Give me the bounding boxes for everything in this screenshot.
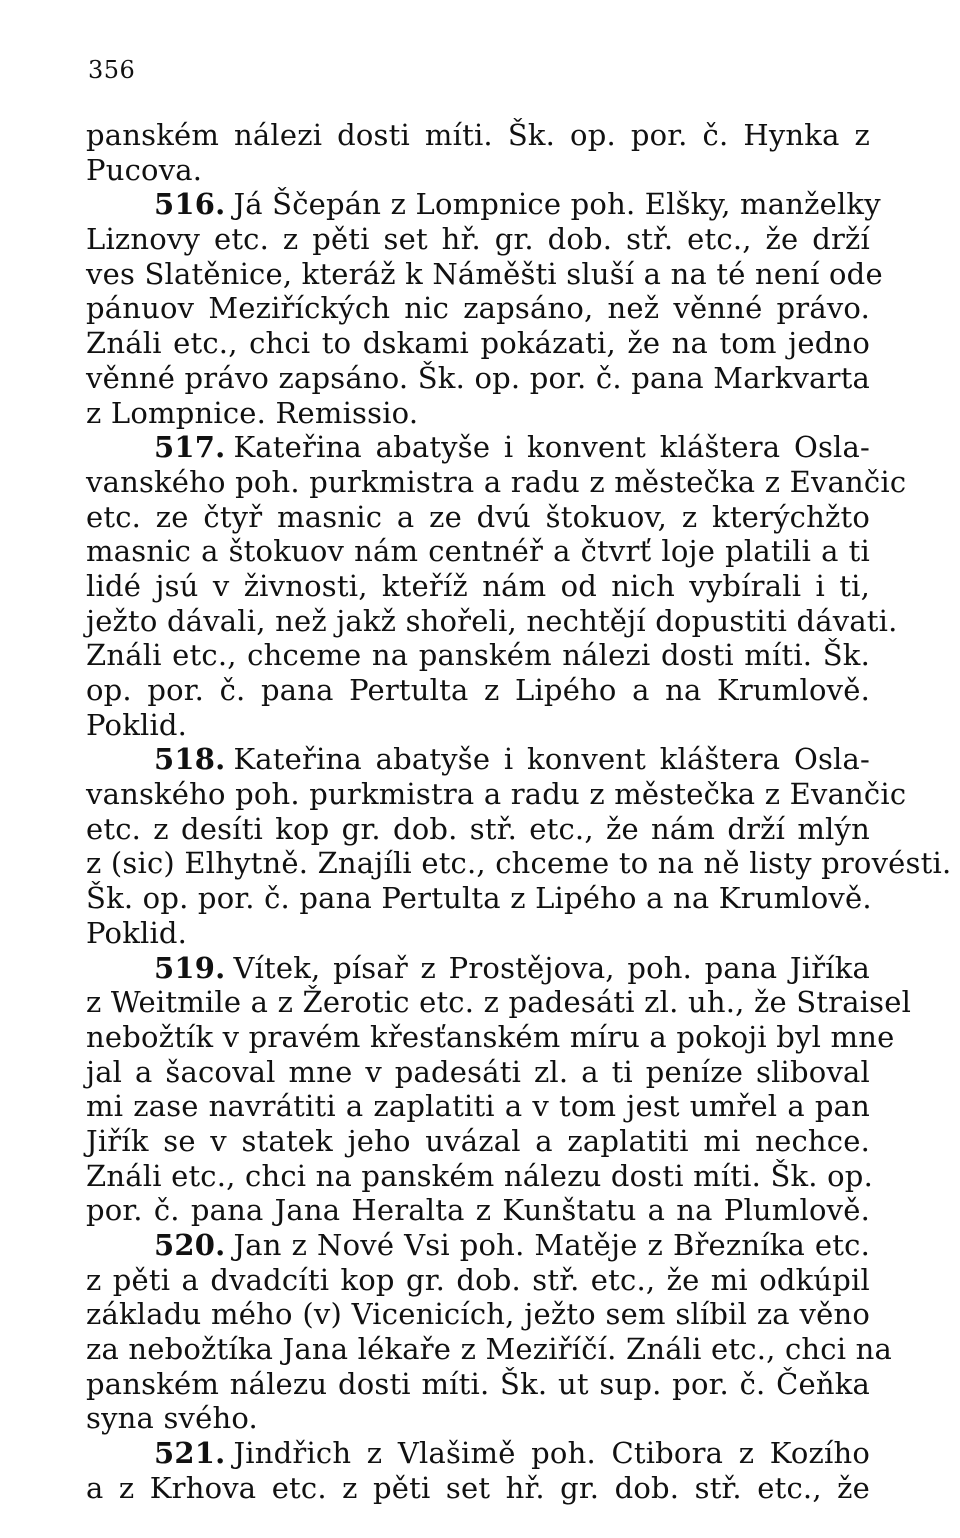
text-line [86, 1471, 870, 1506]
line-text: Ználi etc., chci na panském nálezu dosti míti. Šk. op. [86, 1158, 873, 1193]
text-line [86, 1263, 870, 1298]
line-text: Šk. op. por. č. pana Pertulta z Lipého a na Krumlově. [86, 881, 872, 916]
line-text: mi zase navrátiti a zaplatiti a v tom jest umřel a pan [86, 1089, 870, 1124]
line-text: panském nálezi dosti míti. Šk. op. por. č. Hynka z [86, 118, 870, 152]
entry-start-line [86, 187, 881, 222]
entry-number: 518. [154, 742, 226, 777]
line-text: pánuov Meziříckých nic zapsáno, než věnné právo. [86, 291, 870, 326]
text-line [86, 569, 870, 604]
text-line [86, 846, 952, 881]
line-text: Ználi etc., chci to dskami pokázati, že na tom jedno [86, 326, 870, 361]
text-line [86, 777, 907, 812]
text-line [86, 708, 870, 743]
line-text: por. č. pana Jana Heralta z Kunštatu a na Plumlově. [86, 1193, 870, 1228]
line-text: Jan z Nové Vsi poh. Matěje z Březníka etc. [233, 1228, 870, 1262]
line-text: Jindřich z Vlašimě poh. Ctibora z Kozího [233, 1436, 870, 1471]
text-line [86, 1401, 870, 1436]
body-text [86, 118, 952, 1506]
line-text: Já Ščepán z Lompnice poh. Elšky, manželky [233, 187, 881, 222]
line-text: Kateřina abatyše i konvent kláštera Osla- [233, 430, 870, 465]
text-line [86, 1055, 870, 1090]
line-text: syna svého. [86, 1401, 258, 1436]
text-line [86, 916, 870, 951]
line-text: etc. z desíti kop gr. dob. stř. etc., že nám drží mlýn [86, 811, 870, 846]
line-text: z Lompnice. Remissio. [86, 395, 419, 430]
entry-number: 517. [154, 430, 226, 465]
text-line [86, 881, 870, 916]
line-text: jal a šacoval mne v padesáti zl. a ti peníze sliboval [86, 1054, 870, 1089]
line-text: základu mého (v) Vicenicích, ježto sem slíbil za věno [86, 1297, 870, 1332]
text-line [86, 361, 870, 396]
line-text: Kateřina abatyše i konvent kláštera Osla- [233, 742, 870, 777]
line-text: Jiřík se v statek jeho uvázal a zaplatiti mi nechce. [86, 1123, 870, 1158]
text-line [86, 118, 870, 153]
line-text: z (sic) Elhytně. Znajíli etc., chceme to na ně listy provésti. [86, 846, 952, 881]
text-line [86, 812, 870, 847]
text-line [86, 638, 870, 673]
line-text: a z Krhova etc. z pěti set hř. gr. dob. stř. etc., že [86, 1470, 870, 1505]
line-text: nebožtík v pravém křesťanském míru a pokoji byl mne [86, 1019, 895, 1054]
text-line [86, 673, 870, 708]
entry-number: 521. [154, 1436, 226, 1471]
text-line [86, 1332, 892, 1367]
text-line [86, 500, 870, 535]
entry-start-line [86, 430, 870, 465]
line-text: vanského poh. purkmistra a radu z městečka z Evančic [86, 464, 907, 499]
line-text: Vítek, písař z Prostějova, poh. pana Jiříka [233, 950, 870, 985]
text-line [86, 1019, 895, 1055]
text-line [86, 464, 907, 500]
text-line [86, 1367, 870, 1402]
text-line [86, 153, 870, 188]
entry-number: 519. [154, 950, 226, 985]
entry-number: 516. [154, 187, 226, 222]
line-text: věnné právo zapsáno. Šk. op. por. č. pana Markvarta [86, 360, 870, 395]
text-line [86, 1297, 870, 1332]
line-text: ježto dávali, než jakž shořeli, nechtějí dopustiti dávati. [86, 603, 898, 638]
text-line [86, 985, 912, 1020]
page-number: 356 [88, 56, 136, 84]
text-line [86, 534, 870, 569]
line-text: z Weitmile a z Žerotic etc. z padesáti zl. uh., že Straisel [86, 985, 912, 1020]
text-line [86, 396, 870, 431]
line-text: Liznovy etc. z pěti set hř. gr. dob. stř. etc., že drží [86, 222, 870, 257]
line-text: panském nálezu dosti míti. Šk. ut sup. por. č. Čeňka [86, 1366, 870, 1401]
text-line [86, 326, 870, 361]
text-line [86, 1089, 870, 1124]
line-text: masnic a štokuov nám centnéř a čtvrť loje platili a ti [86, 534, 870, 569]
entry-start-line [86, 1436, 870, 1471]
line-text: Pucova. [86, 152, 203, 187]
line-text: Poklid. [86, 707, 188, 742]
text-line [86, 1193, 870, 1228]
line-text: etc. ze čtyř masnic a ze dvú štokuov, z kterýchžto [86, 499, 870, 534]
line-text: Poklid. [86, 915, 188, 950]
line-text: z pěti a dvadcíti kop gr. dob. stř. etc., že mi odkúpil [86, 1262, 870, 1297]
entry-start-line [86, 1228, 870, 1263]
line-text: vanského poh. purkmistra a radu z městečka z Evančic [86, 777, 907, 812]
text-line [86, 603, 898, 639]
text-line [86, 222, 870, 257]
line-text: lidé jsú v živnosti, kteříž nám od nich vybírali i ti, [86, 568, 870, 603]
entry-start-line [86, 742, 870, 777]
line-text: ves Slatěnice, kteráž k Náměšti sluší a na té není ode [86, 256, 883, 291]
text-line [86, 256, 883, 292]
text-line [86, 291, 870, 326]
line-text: Ználi etc., chceme na panském nálezi dosti míti. Šk. [86, 638, 870, 673]
text-line [86, 1158, 873, 1194]
line-text: za nebožtíka Jana lékaře z Meziříčí. Ználi etc., chci na [86, 1332, 892, 1367]
entry-start-line [86, 951, 870, 986]
text-line [86, 1124, 870, 1159]
line-text: op. por. č. pana Pertulta z Lipého a na Krumlově. [86, 673, 870, 707]
entry-number: 520. [154, 1228, 226, 1262]
